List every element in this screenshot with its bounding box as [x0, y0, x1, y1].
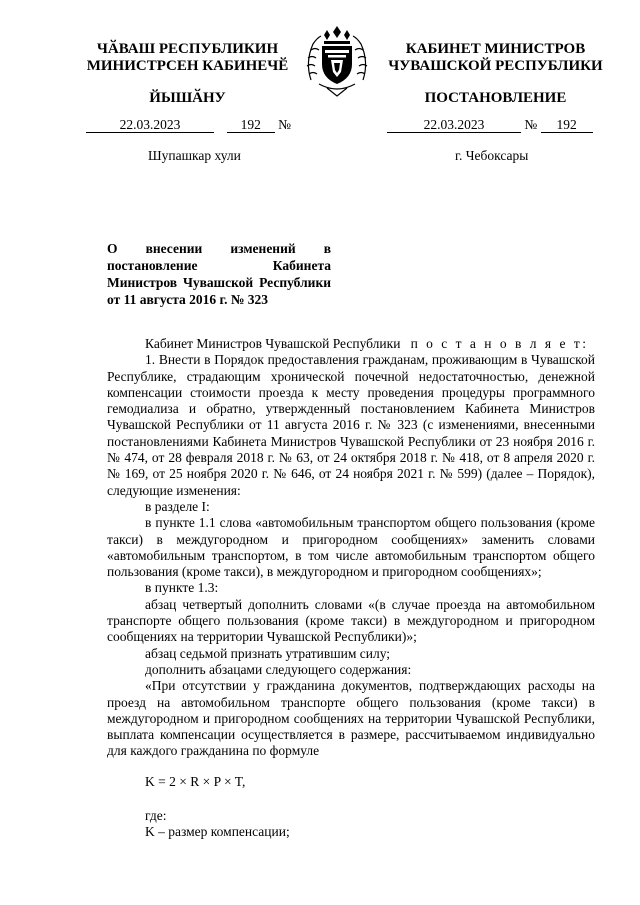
header-left-line2: МИНИСТРСЕН КАБИНЕЧӖ [86, 58, 289, 74]
document-body [107, 336, 595, 841]
body-preamble [107, 336, 595, 352]
body-k-definition: K – размер компенсации; [145, 824, 290, 840]
document-subject: О внесении изменений в постановление Кабинета Министров Чувашской Республики от 11 августа 2016 г. № 323 [107, 241, 331, 307]
left-no-sign: № [278, 117, 292, 132]
header-left-doc-type: ЙЫШӐНУ [149, 90, 226, 106]
header-right-title [388, 41, 603, 75]
right-number: 192 [541, 118, 593, 133]
formula: K = 2 × R × P × T, [145, 773, 246, 789]
left-number: 192 [227, 118, 275, 133]
left-date: 22.03.2023 [86, 118, 214, 133]
place-left: Шупашкар хули [148, 148, 241, 163]
body-paragraph-1-3: в пункте 1.3: [145, 580, 219, 596]
coat-of-arms-emblem [297, 22, 377, 102]
body-paragraph-add: дополнить абзацами следующего содержания: [145, 661, 412, 677]
preamble-resolves: п о с т а н о в л я е т: [410, 336, 589, 351]
body-where: где: [145, 808, 167, 824]
preamble-text: Кабинет Министров Чувашской Республики [145, 336, 401, 351]
header-left-title [85, 41, 290, 75]
right-date: 22.03.2023 [387, 118, 521, 133]
body-paragraph-abzac-7: абзац седьмой признать утратившим силу; [145, 645, 391, 661]
number-row-right [387, 117, 602, 133]
right-no-sign: № [524, 117, 538, 132]
body-paragraph-section: в разделе I: [145, 498, 210, 514]
body-paragraph-abzac-4: абзац четвертый дополнить словами «(в случае проезда на автомобильном транспорте общего пользования (кроме такси) в междугородном и пригородном сообщениях на территории Чувашской Республики)»; [107, 596, 595, 645]
header-right-line2: ЧУВАШСКОЙ РЕСПУБЛИКИ [388, 58, 603, 74]
header-right-line1: КАБИНЕТ МИНИСТРОВ [405, 41, 586, 57]
header-left-line1: ЧӐВАШ РЕСПУБЛИКИН [96, 41, 279, 57]
number-row-left [86, 117, 301, 133]
body-paragraph-quote: «При отсутствии у гражданина документов, подтверждающих расходы на проезд на автомобильном транспорте общего пользования (кроме такси) в междугородном и пригородном сообщениях на территории Чувашской Республики, выплата компенсации осуществляется в размере, рассчитываемом индивидуально для каждого гражданина по формуле [107, 678, 595, 759]
body-paragraph-1: 1. Внести в Порядок предоставления гражданам, проживающим в Чувашской Республике, страдающим хронической почечной недостаточностью, денежной компенсации стоимости проезда к месту проведения процедуры программного гемодиализа и обратно, утвержденный постановлением Кабинета Министров Чувашской Республики от 11 августа 2016 г. № 323 (с изменениями, внесенными постановлениями Кабинета Министров Чувашской Республики от 23 ноября 2016 г. № 474, от 28 февраля 2018 г. № 63, от 24 октября 2018 г. № 418, от 8 апреля 2020 г. № 169, от 25 ноября 2020 г. № 646, от 24 ноября 2021 г. № 599) (далее – Порядок), следующие изменения: [107, 352, 595, 498]
place-right: г. Чебоксары [455, 148, 529, 163]
body-paragraph-1-1: в пункте 1.1 слова «автомобильным транспортом общего пользования (кроме такси) в междугородном и пригородном сообщениях» заменить словами «автомобильным транспортом, в том числе автомобильным транспортом общего пользования (кроме такси), в междугородном и пригородном сообщениях»; [107, 515, 595, 580]
emblem-icon [297, 22, 377, 102]
header-right-doc-type: ПОСТАНОВЛЕНИЕ [424, 90, 567, 106]
